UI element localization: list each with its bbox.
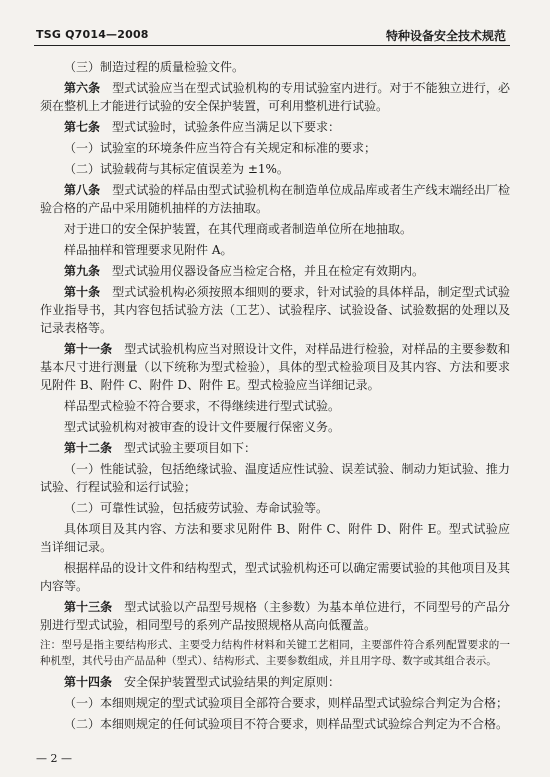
article-11: 第十一条 型式试验机构应当对照设计文件，对样品进行检验，对样品的主要参数和基本尺寸进行测量（以下统称为型式检验），具体的型式检验项目及其内容、方法和要求见附件 B、附件 C、附件 D、附件 E。型式检验应当详细记录。 — [40, 342, 510, 392]
footnote: 注：型号是指主要结构形式、主要受力结构件材料和关键工艺相同，主要部件符合系列配置要求的一种机型，其代号由产品品种（型式）、结构形式、主要参数组成，并且用字母、数字或其组合表示。 — [40, 639, 510, 667]
article-number: 第十四条 — [64, 675, 113, 689]
article-number: 第六条 — [64, 81, 101, 95]
document-body — [40, 58, 510, 736]
article-number: 第九条 — [64, 264, 101, 278]
article-number: 第八条 — [64, 183, 101, 197]
article-7: 第七条 型式试验时，试验条件应当满足以下要求： — [64, 120, 341, 134]
page-number: — 2 — — [36, 752, 72, 765]
paragraph: 根据样品的设计文件和结构型式，型式试验机构还可以确定需要试验的其他项目及其内容等。 — [40, 561, 510, 593]
article-number: 第十三条 — [64, 600, 113, 614]
article-10: 第十条 型式试验机构必须按照本细则的要求，针对试验的具体样品，制定型式试验作业指导书，其内容包括试验方法（工艺）、试验程序、试验设备、试验数据的处理以及记录表格等。 — [40, 285, 510, 335]
article-number: 第七条 — [64, 120, 101, 134]
document-category: 特种设备安全技术规范 — [385, 29, 506, 43]
paragraph: 对于进口的安全保护装置，在其代理商或者制造单位所在地抽取。 — [64, 222, 413, 236]
article-number: 第十一条 — [64, 342, 113, 356]
article-8: 第八条 型式试验的样品由型式试验机构在制造单位成品库或者生产线末端经出厂检验合格的产品中采用随机抽样的方法抽取。 — [40, 183, 510, 215]
list-item: （一）本细则规定的型式试验项目全部符合要求，则样品型式试验综合判定为合格； — [64, 696, 509, 710]
list-item: （二）可靠性试验，包括疲劳试验、寿命试验等。 — [64, 501, 329, 515]
paragraph: 样品型式检验不符合要求，不得继续进行型式试验。 — [64, 399, 341, 413]
article-14: 第十四条 安全保护装置型式试验结果的判定原则： — [64, 675, 341, 689]
article-12: 第十二条 型式试验主要项目如下： — [64, 441, 257, 455]
article-number: 第十条 — [64, 285, 101, 299]
article-13: 第十三条 型式试验以产品型号规格（主参数）为基本单位进行，不同型号的产品分别进行型式试验，相同型号的系列产品按照规格从高向低覆盖。 — [40, 600, 510, 632]
standard-code: TSG Q7014—2008 — [36, 28, 149, 41]
paragraph-p1: （三）制造过程的质量检验文件。 — [64, 60, 245, 74]
paragraph: 样品抽样和管理要求见附件 A。 — [64, 243, 233, 257]
list-item: （一）性能试验，包括绝缘试验、温度适应性试验、误差试验、制动力矩试验、推力试验、行程试验和运行试验； — [40, 462, 510, 494]
list-item: （二）试验载荷与其标定值误差为 ±1%。 — [64, 162, 289, 176]
list-item: （一）试验室的环境条件应当符合有关规定和标准的要求； — [64, 141, 377, 155]
article-9: 第九条 型式试验用仪器设备应当检定合格，并且在检定有效期内。 — [64, 264, 425, 278]
page-header — [0, 0, 550, 46]
list-item: （二）本细则规定的任何试验项目不符合要求，则样品型式试验综合判定为不合格。 — [64, 717, 509, 731]
article-6: 第六条 型式试验应当在型式试验机构的专用试验室内进行。对于不能独立进行，必须在整机上才能进行试验的安全保护装置，可利用整机进行试验。 — [40, 81, 510, 113]
header-rule — [34, 45, 510, 46]
paragraph: 型式试验机构对被审查的设计文件要履行保密义务。 — [64, 420, 341, 434]
paragraph: 具体项目及其内容、方法和要求见附件 B、附件 C、附件 D、附件 E。型式试验应当详细记录。 — [40, 522, 510, 554]
article-number: 第十二条 — [64, 441, 113, 455]
